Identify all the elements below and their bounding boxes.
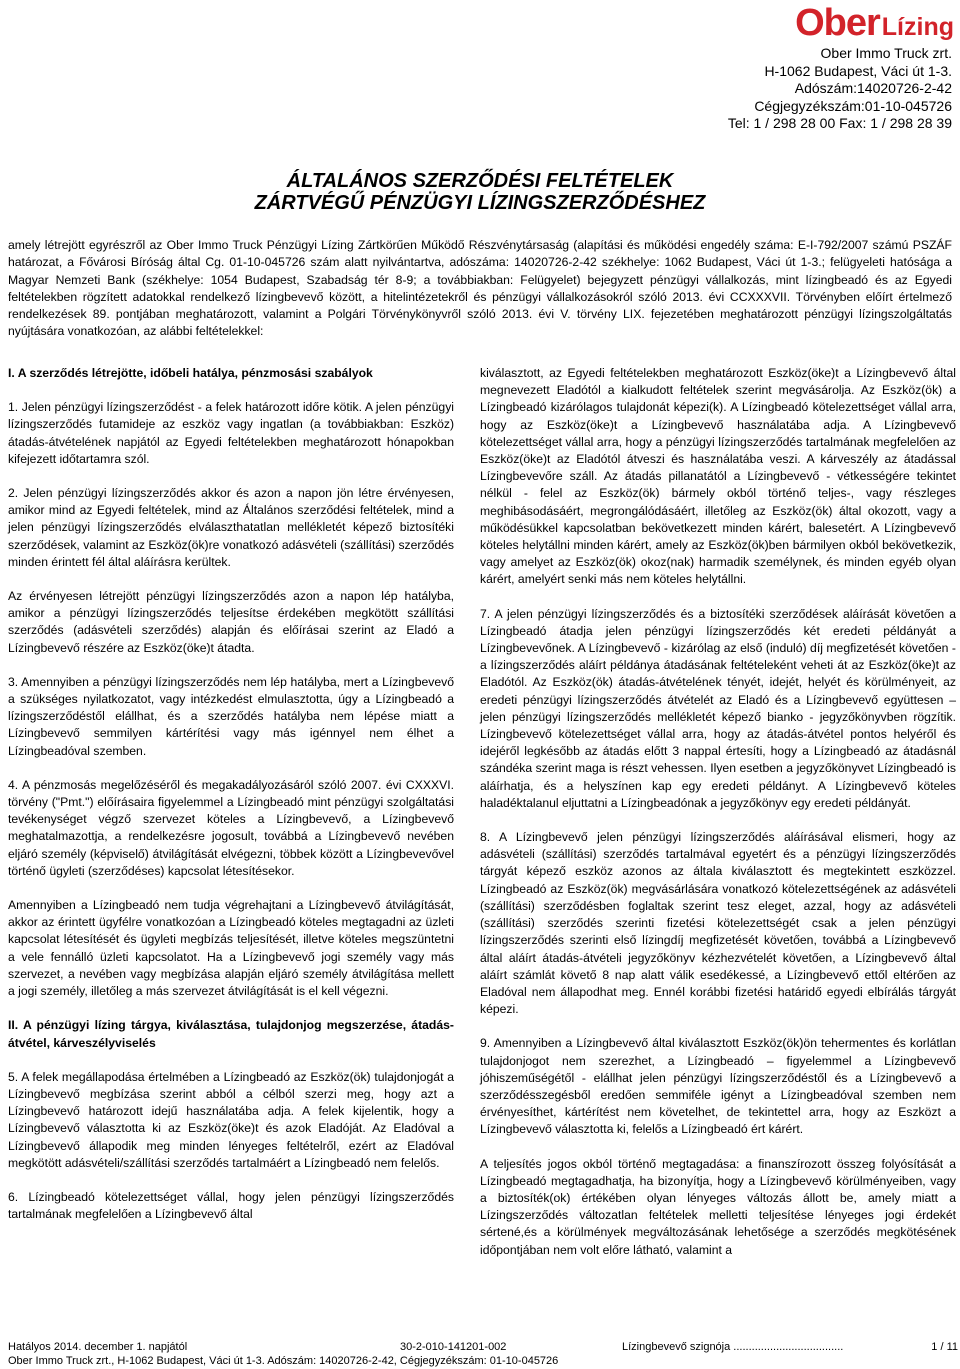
document-title — [0, 170, 960, 214]
paragraph-due-diligence: Amennyiben a Lízingbeadó nem tudja végrehajtani a Lízingbevevő átvilágítását, akkor az érintett ügyfélre vonatkozóan a Lízingbeadó köteles megtagadni az üzleti kapcsolat létesítését és ügyleti megbízás teljesítését, illetve köteles megszüntetni a vele fennálló üzleti kapcsolatot. Ha a Lízingbevevő jogi személy vagy más szervezet, a nevében vagy megbízása alapján eljáró személy átvilágítása mellett a jogi személy, illetőleg a más szervezet átvilágítását is el kell végezni. — [8, 898, 454, 999]
paragraph-9: 9. Amennyiben a Lízingbevevő által kiválasztott Eszköz(ök)ön tehermentes és korlátlan tulajdonjogot nem szerezhet, a Lízingbeadó – figyelemmel a Lízingbevevő jóhiszeműségétől - elállhat jelen pénzügyi lízingszerződéstől és a Lízingbevevő a szerződésszegésből eredően semmiféle igényt a Lízingbeadóval szemben nem érvényesíthet, kártérítést nem követelhet, de tekintettel arra, hogy az Eszközt a Lízingbevevő választotta ki, felelős a Lízingbeadó ért kárért. — [480, 1036, 956, 1137]
right-column — [480, 365, 956, 1276]
paragraph-6: 6. Lízingbeadó kötelezettséget vállal, hogy jelen pénzügyi lízingszerződés tartalmának megfelelően a Lízingbevevő által — [8, 1189, 454, 1222]
paragraph-4: 4. A pénzmosás megelőzéséről és megakadályozásáról szóló 2007. évi CXXXVI. törvény ("Pmt.") előírásaira figyelemmel a Lízingbeadó mint pénzügyi szolgáltatási tevékenységet végző szervezet köteles a Lízingbevevő, a Lízingbevevő meghatalmazottja, a rendelkezésre jogosult, továbbá a Lízingbevevő nevében eljáró személy (képviselő) átvilágítását elvégezni, többek között a Lízingbevevővel történő ügyleti (szerződéses) kapcsolat létesítésekor. — [8, 777, 454, 878]
paragraph-8: 8. A Lízingbevevő jelen pénzügyi lízingszerződés aláírásával elismeri, hogy az adásvételi (szállítási) szerződés tartalmával egyetért és a pénzügyi lízingszerződés tárgyát képező eszköz azonos az általa kiválasztott és megtekintett eszközzel. Lízingbeadó az Eszköz(ök) megvásárlására vonatkozó kötelezettségének az adásvételi (szállítási) szerződésben foglaltak szerint tesz eleget, azzal, hogy az adásvételi (szállítási) szerződés szerinti fizetési kötelezettségét csak a jelen pénzügyi lízingszerződés szerinti első lízingdíj megfizetését követően, továbbá a Lízingbevevő által aláírt átadás-átvételi jegyzőkönyv kézhezvételét követően, a Lízingbevevő által aláírt számlát követő 8 nap alatt válik esedékessé, a Lízingbevevő ettől eltérően az Eladóval nem állapodhat meg. Ennél korábbi fizetési határidő egyedi elbírálás tárgyát képezi. — [480, 830, 956, 1017]
footer-signature-line: Lízingbevevő szignója .................................... — [622, 1341, 844, 1353]
logo-ober-text: Ober — [795, 2, 880, 44]
paragraph-7: 7. A jelen pénzügyi lízingszerződés és a biztosítéki szerződések aláírását követően a Lízingbeadó átadja jelen pénzügyi lízingszerződés két eredeti példányát a Lízingbevevőnek. A Lízingbevevő - kizárólag az első (induló) díj megfizetését követően - a lízingszerződés aláírt példánya átadásának feltételeként veheti át az Eszköz(öke)t az Eladótól. Az Eszköz(ök) átadás-átvételének tényét, idejét, helyét és körülményeit, az eredeti pénzügyi lízingszerződés átvételét az Eladó és a Lízingbevevő együttesen – jelen pénzügyi lízingszerződés mellékletét képező bianko - jegyzőkönyvben rögzítik. Lízingbevevő kötelezettséget vállal arra, hogy az átadás-átvétel pontos helyéről és idejéről legkésőbb az átadás előtt 3 nappal értesíti, hogy a Lízingbeadó az átadásnál szándéka szerint maga is részt vehessen. Ilyen esetben a jegyzőkönyvet Lízingbeadó is aláírhatja, és a helyszínen kap egy eredeti példányt. A Lízingbevevő köteles haladéktalanul eljuttatni a Lízingbeadónak a jegyzőkönyv egy eredeti példányát. — [480, 606, 956, 810]
paragraph-refusal: A teljesítés jogos okból történő megtagadása: a finanszírozott összeg folyósítását a Lízingbeadó megtagadhatja, ha bizonyítja, hogy a Lízingbevevő körülményeiben, vagy a biztosíték(ok) értékében olyan lényeges változás állott be, amely miatt a Lízingszerződés változatlan feltételek melletti teljesítése lényeges jogi érdekét sértené,és a körülmények megváltozásának lehetősége a szerződés megkötésének időpontjában nem volt előre látható, valamint a — [480, 1156, 956, 1257]
title-line-2: ZÁRTVÉGŰ PÉNZÜGYI LÍZINGSZERZŐDÉSHEZ — [254, 192, 706, 214]
left-column — [8, 365, 454, 1240]
company-tax-number: Adószám:14020726-2-42 — [794, 80, 952, 97]
footer-company-line: Ober Immo Truck zrt., H-1062 Budapest, Váci út 1-3. Adószám: 14020726-2-42, Cégjegyzékszám: 01-10-045726 — [8, 1355, 559, 1367]
logo-lizing-text: Lízing — [881, 13, 954, 41]
paragraph-2: 2. Jelen pénzügyi lízingszerződés akkor és azon a napon jön létre érvényesen, amikor mind az Egyedi feltételek, mind az Általános szerződési feltételek, mind a jelen pénzügyi lízingszerződés elválaszthatatlan mellékletét képező biztosítéki szerződések, valamint az Eszköz(ök)re vonatkozó adásvételi (szállítási) szerződés minden érintett fél által aláírásra kerültek. — [8, 486, 454, 569]
page-footer — [8, 1340, 958, 1368]
footer-effective-date: Hatályos 2014. december 1. napjától — [8, 1341, 188, 1353]
company-address: H-1062 Budapest, Váci út 1-3. — [764, 62, 952, 79]
paragraph-3: 3. Amennyiben a pénzügyi lízingszerződés nem lép hatályba, mert a Lízingbevevő a szükséges nyilatkozatot, vagy intézkedést elmulasztotta, úgy a Lízingbeadó a lízingszerződéstől elállhat, és a szerződés hatályba nem lépése miatt a Lízingbevevő semmilyen kártérítési vagy más igénnyel nem élhet a Lízingbeadóval szemben. — [8, 674, 454, 758]
company-phone: Tel: 1 / 298 28 00 Fax: 1 / 298 28 39 — [727, 115, 952, 132]
company-info — [728, 45, 952, 133]
company-name: Ober Immo Truck zrt. — [820, 45, 952, 61]
paragraph-entry-into-force: Az érvényesen létrejött pénzügyi lízingszerződés azon a napon lép hatályba, amikor a pénzügyi lízingszerződés teljesítse érdekében megkötött szállítási szerződés (adásvételi szerződés) alapján és előírásai szerint az Eladó a Lízingbevevő részére az Eszköz(öke)t átadta. — [8, 589, 454, 655]
footer-document-code: 30-2-010-141201-002 — [400, 1341, 507, 1353]
footer-page-number: 1 / 11 — [931, 1341, 958, 1353]
title-line-1: ÁLTALÁNOS SZERZŐDÉSI FELTÉTELEK — [286, 170, 674, 192]
intro-paragraph: amely létrejött egyrészről az Ober Immo Truck Pénzügyi Lízing Zártkörűen Működő Részvénytársaság (alapítási és működési engedély száma: E-I-792/2007 számú PSZÁF határozat, a Fővárosi Bíróság által Cg. 01-10-045726 szám alatt nyilvántartva, adószáma: 14020726-2-42 székhelye: 1062 Budapest, Váci út 1-3.; felügyeleti hatósága a Magyar Nemzeti Bank (székhelye: 1054 Budapest, Szabadság tér 8-9; a továbbiakban: Felügyelet) bejegyzett pénzügyi vállalkozás, mint lízingbeadó és az Egyedi feltételekben rögzített adatokkal rendelkező lízingbevevő között, a hitelintézetekről és pénzügyi vállalkozásokról szóló 2013. évi CCXXXVII. Törvényben előírt értelmező rendelkezések 89. pontjában meghatározott, valamint a Polgári Törvénykönyvről szóló 2013. évi V. törvény LIX. fejezetében meghatározott pénzügyi lízingszolgáltatás nyújtására vonatkozóan, az alábbi feltételekkel: — [8, 238, 952, 339]
paragraph-1: 1. Jelen pénzügyi lízingszerződést - a felek határozott időre kötik. A jelen pénzügyi lízingszerződés futamideje az eszköz vagy ingatlan (a továbbiakban: Eszköz) átadás-átvételének napjától az Egyedi feltételekben meghatározott hónapokban kifejezett időtartamra szól. — [8, 400, 454, 466]
company-registry-number: Cégjegyzékszám:01-10-045726 — [754, 97, 952, 114]
section-heading-2: II. A pénzügyi lízing tárgya, kiválasztása, tulajdonjog megszerzése, átadás-átvétel, kárveszélyviselés — [8, 1018, 454, 1050]
paragraph-5: 5. A felek megállapodása értelmében a Lízingbeadó az Eszköz(ök) tulajdonjogát a Lízingbevevő megbízása szerint abból a célból szerzi meg, hogy azt a Lízingbevevő határozott idejű használatába adja. A felek kijelentik, hogy a Lízingbevevő választotta ki az Eszköz(öke)t és azok Eladóját. Az Eladóval a Lízingbevevő állapodik meg minden lényeges feltételről, ezért az Eladóval megkötött adásvételi/szállítási szerződés tartalmáért a Lízingbeadó nem felelős. — [8, 1069, 454, 1170]
ober-lizing-logo — [795, 2, 954, 42]
section-heading-1: I. A szerződés létrejötte, időbeli hatálya, pénzmosási szabályok — [8, 366, 373, 380]
paragraph-6-continued: kiválasztott, az Egyedi feltételekben meghatározott Eszköz(öke)t a Lízingbevevő által megnevezett Eladótól a kialkudott feltételek szerint megvásárolja. Az Eszköz(ök) a Lízingbeadó kizárólagos tulajdonát képezi(k). A Lízingbeadó kötelezettséget vállal arra, hogy az Eszköz(öke)t a Lízingbevevő használatába adja. A Lízingbevevő kötelezettséget vállal arra, hogy a pénzügyi lízingszerződés tartalmának megfelelően az Eszköz(öke)t az Eladótól átveszi és használatába veszi. A kárveszély az átadással Lízingbevevőre száll. Az átadás pillanatától a Lízingbevevő - vétkességére tekintet nélkül - felel az Eszköz(ök) bármely okból történő teljes-, vagy részleges meghibásodásáért, megrongálódásáért, illetőleg az Eszköz(ök) által okozott, vagy a működésükkel kapcsolatban bekövetkezett minden kárért, balesetért. A Lízingbevevő köteles helytállni minden kárért, amely az Eszköz(ök)ben bármilyen okból bekövetkezik, vagy amelyet az Eszköz(ök) okoz(nak) harmadik személynek, és minden egyéb olyan kárért, amelyért senki más nem köteles helytállni. — [480, 366, 956, 587]
